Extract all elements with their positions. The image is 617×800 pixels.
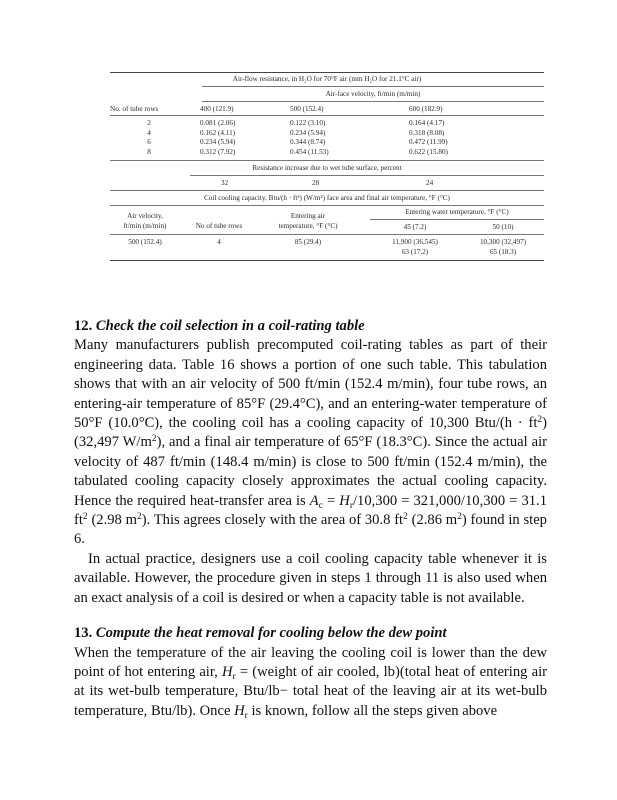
table-cell: 0.164 (4.17) <box>409 119 445 127</box>
rule <box>202 101 544 102</box>
section-13-paragraph-1 <box>74 644 547 722</box>
header-line: Air velocity, <box>127 212 163 220</box>
header-line: temperature, °F (°C) <box>278 221 338 230</box>
table-cell: 63 (17.2) <box>401 247 429 256</box>
table-cell: 65 (18.3) <box>489 247 517 256</box>
col-600-values <box>409 119 448 157</box>
header-line: Entering air <box>290 212 326 220</box>
tube-rows-subheader: No of tube rows <box>195 222 243 230</box>
superscript: 2 <box>457 512 462 523</box>
superscript: 2 <box>82 512 88 523</box>
section-number: 12. <box>74 318 93 334</box>
capacity-header: Coil cooling capacity, Btu/(h · ft²) (W/m²) face area and final air temperature, °F (°C) <box>204 194 450 202</box>
vel-col-600: 600 (182.9) <box>409 105 443 113</box>
rule <box>202 86 544 87</box>
data-velocity: 500 (152.4) <box>128 238 162 246</box>
table-cell: 0.622 (15.80) <box>409 147 448 156</box>
text-run: = <box>322 492 340 509</box>
superscript: 2 <box>136 512 142 523</box>
rule <box>370 219 544 220</box>
symbol: A <box>309 492 319 509</box>
wet-value-600: 24 <box>426 179 434 187</box>
text-run: ), and a final air temperature of 65°F (18.3°C). Since the actual air velocity of 487 ft/min (148.4 m/min) is close to 500 ft/min (152.4 m/min), the tabulated cooling capacity closely approximates the actual cooling capacity. Hence the required heat-transfer area is <box>74 434 547 509</box>
table-cell: 6 <box>147 138 151 147</box>
vel-col-500: 500 (152.4) <box>290 105 324 113</box>
air-velocity-header <box>110 212 180 231</box>
superscript: 2 <box>403 512 408 523</box>
table-cell: 0.318 (8.08) <box>409 128 445 137</box>
table-cell: 0.162 (4.11) <box>200 128 236 137</box>
text-run: /10,300 = 321,000/10,300 = 31.1 ft <box>74 492 547 529</box>
spacer <box>74 608 547 624</box>
rule <box>110 234 544 235</box>
table-cell: 0.122 (3.10) <box>290 119 326 127</box>
face-velocity-header: Air-face velocity, ft/min (m/min) <box>325 90 421 98</box>
section-12-paragraph-1 <box>74 336 547 549</box>
text-run: (2.86 m <box>407 512 458 529</box>
wet-value-400: 32 <box>221 179 229 187</box>
text-run: = (weight of air cooled, lb)(total heat of entering air at its wet-bulb temperature, Btu/lb− total heat of the leaving air at its wet-bulb temperature, Btu/lb). Once <box>74 663 547 719</box>
subscript: r <box>244 710 248 721</box>
text-run: When the temperature of the air leaving the cooling coil is lower than the dew point of hot entering air, <box>74 644 547 680</box>
subscript: r <box>232 671 236 682</box>
rule <box>110 205 544 206</box>
wet-value-500: 28 <box>312 179 320 187</box>
section-number: 13. <box>74 625 93 642</box>
table-cell: 0.344 (8.74) <box>290 138 326 147</box>
table-cell: 0.472 (11.99) <box>409 138 448 147</box>
section-12-paragraph-2: In actual practice, designers use a coil cooling capacity table whenever it is available. However, the procedure given in steps 1 through 11 is also used when an exact analysis of a coil is desired or when a capacity table is not available. <box>74 550 547 606</box>
symbol: H <box>339 492 350 509</box>
table-cell: 0.234 (5.94) <box>290 128 326 137</box>
table-cell: 4 <box>147 128 151 137</box>
text-run: ) (32,497 W/m <box>74 415 547 451</box>
rule <box>110 115 544 116</box>
entering-air-header <box>260 212 356 231</box>
table-cell: 2 <box>147 119 151 127</box>
text-run: ). This agrees closely with the area of 30.8 ft <box>141 512 404 529</box>
vel-col-400: 400 (121.9) <box>200 105 234 113</box>
text-run: (2.98 m <box>87 512 137 529</box>
symbol: H <box>221 663 233 680</box>
text-run: Many manufacturers publish precomputed coil-rating tables as part of their engineering data. Table 16 shows a portion of one such table. This tabulation shows that with an air velocity of 500 ft/min (152.4 m/min), four tube rows, an entering-air temperature of 85°F (29.4°C), and an entering-water temperature of 50°F (10.0°C), the cooling coil has a cooling capacity of 10,300 Btu/(h · ft <box>74 337 547 432</box>
water-col-45: 45 (7.2) <box>403 223 427 231</box>
table-cell: 0.454 (11.53) <box>290 147 329 156</box>
superscript: 2 <box>537 415 543 426</box>
header-line: ft/min (m/min) <box>123 221 167 230</box>
data-rows: 4 <box>217 238 221 246</box>
page-body <box>74 317 547 721</box>
tube-rows-header: No. of tube rows <box>110 105 159 113</box>
col-500-values <box>290 119 329 157</box>
text-run: is known, follow all the steps given above <box>247 702 498 719</box>
table-cell: 0.234 (5.94) <box>200 138 236 147</box>
rule <box>110 190 544 191</box>
section-12-heading <box>74 317 547 336</box>
water-col-50: 50 (10) <box>492 223 514 231</box>
section-13-heading <box>74 624 547 643</box>
table-cell: 10,300 (32,497) <box>479 238 527 246</box>
data-capacity-50 <box>462 238 544 257</box>
entering-water-header: Entering water temperature, °F (°C) <box>405 208 509 216</box>
section-title: Compute the heat removal for cooling below the dew point <box>95 625 447 642</box>
rule <box>190 175 544 176</box>
table-cell: 11,900 (36,545) <box>392 238 438 246</box>
table-cell: 0.312 (7.92) <box>200 147 236 156</box>
superscript: 2 <box>151 434 157 445</box>
subscript: r <box>349 500 353 511</box>
text-run: ) found in step 6. <box>74 512 547 548</box>
symbol: H <box>234 702 245 719</box>
subscript: c <box>318 500 323 511</box>
wet-surface-header: Resistance increase due to wet tube surface, percent <box>252 164 402 172</box>
data-capacity-45 <box>370 238 460 257</box>
airflow-header: Air-flow resistance, in H₂O for 70°F air (mm H₂O for 21.1°C air) <box>232 75 422 83</box>
table-bottom-rule <box>110 260 544 261</box>
table-top-rule <box>110 72 544 73</box>
tube-rows-list <box>144 119 154 157</box>
section-title: Check the coil selection in a coil-rating table <box>95 318 365 334</box>
col-400-values <box>200 119 235 157</box>
data-air-temp: 85 (29.4) <box>294 238 322 246</box>
table-cell: 8 <box>147 147 151 156</box>
rule <box>110 160 544 161</box>
table-cell: 0.081 (2.06) <box>200 119 236 127</box>
